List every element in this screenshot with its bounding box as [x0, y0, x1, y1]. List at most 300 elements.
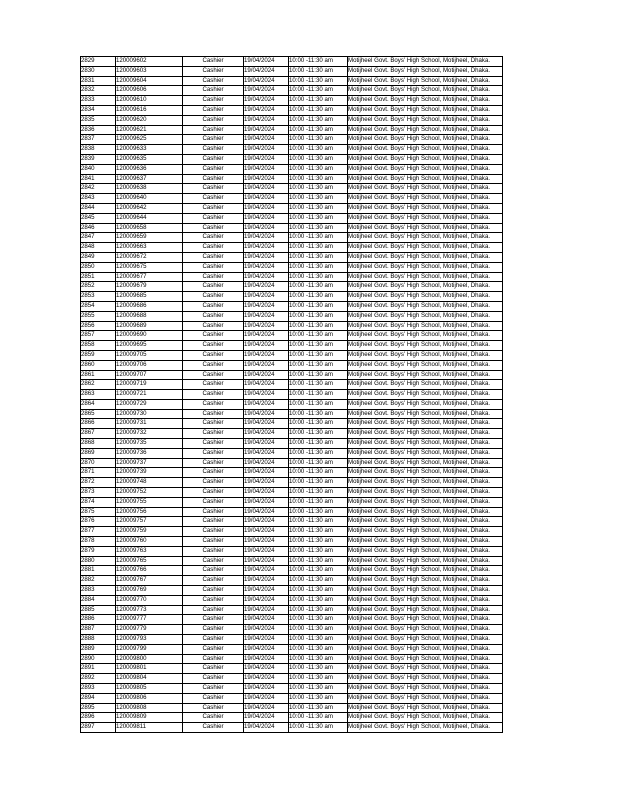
roll-no-cell: 120009805: [116, 684, 183, 694]
table-row: [81, 713, 503, 723]
serial-no-cell: 2895: [81, 703, 116, 713]
serial-no-cell: 2839: [81, 154, 116, 164]
exam-venue-cell: Motijheel Govt. Boys' High School, Motijheel, Dhaka.: [348, 448, 503, 458]
exam-date-cell: 19/04/2024: [244, 429, 289, 439]
table-row: [81, 203, 503, 213]
roll-no-cell: 120009603: [116, 66, 183, 76]
post-name-cell: Cashier: [183, 595, 244, 605]
roll-no-cell: 120009757: [116, 517, 183, 527]
table-row: [81, 125, 503, 135]
roll-no-cell: 120009799: [116, 644, 183, 654]
exam-venue-cell: Motijheel Govt. Boys' High School, Motijheel, Dhaka.: [348, 458, 503, 468]
exam-time-cell: 10:00 -11:30 am: [289, 615, 348, 625]
roll-no-cell: 120009800: [116, 654, 183, 664]
exam-venue-cell: Motijheel Govt. Boys' High School, Motijheel, Dhaka.: [348, 360, 503, 370]
table-row: [81, 341, 503, 351]
serial-no-cell: 2885: [81, 605, 116, 615]
exam-venue-cell: Motijheel Govt. Boys' High School, Motijheel, Dhaka.: [348, 429, 503, 439]
serial-no-cell: 2864: [81, 399, 116, 409]
post-name-cell: Cashier: [183, 723, 244, 733]
table-row: [81, 194, 503, 204]
exam-venue-cell: Motijheel Govt. Boys' High School, Motijheel, Dhaka.: [348, 194, 503, 204]
exam-date-cell: 19/04/2024: [244, 448, 289, 458]
roll-no-cell: 120009766: [116, 566, 183, 576]
exam-time-cell: 10:00 -11:30 am: [289, 135, 348, 145]
exam-venue-cell: Motijheel Govt. Boys' High School, Motijheel, Dhaka.: [348, 370, 503, 380]
serial-no-cell: 2870: [81, 458, 116, 468]
serial-no-cell: 2851: [81, 272, 116, 282]
exam-date-cell: 19/04/2024: [244, 723, 289, 733]
table-row: [81, 478, 503, 488]
serial-no-cell: 2847: [81, 233, 116, 243]
exam-date-cell: 19/04/2024: [244, 586, 289, 596]
exam-time-cell: 10:00 -11:30 am: [289, 644, 348, 654]
roll-no-cell: 120009759: [116, 527, 183, 537]
exam-venue-cell: Motijheel Govt. Boys' High School, Motijheel, Dhaka.: [348, 399, 503, 409]
serial-no-cell: 2861: [81, 370, 116, 380]
exam-venue-cell: Motijheel Govt. Boys' High School, Motijheel, Dhaka.: [348, 86, 503, 96]
exam-date-cell: 19/04/2024: [244, 517, 289, 527]
exam-time-cell: 10:00 -11:30 am: [289, 243, 348, 253]
table-row: [81, 497, 503, 507]
post-name-cell: Cashier: [183, 644, 244, 654]
exam-venue-cell: Motijheel Govt. Boys' High School, Motijheel, Dhaka.: [348, 517, 503, 527]
post-name-cell: Cashier: [183, 135, 244, 145]
exam-time-cell: 10:00 -11:30 am: [289, 272, 348, 282]
exam-time-cell: 10:00 -11:30 am: [289, 321, 348, 331]
post-name-cell: Cashier: [183, 125, 244, 135]
roll-no-cell: 120009705: [116, 350, 183, 360]
exam-date-cell: 19/04/2024: [244, 380, 289, 390]
exam-time-cell: 10:00 -11:30 am: [289, 252, 348, 262]
exam-time-cell: 10:00 -11:30 am: [289, 409, 348, 419]
serial-no-cell: 2862: [81, 380, 116, 390]
roll-no-cell: 120009729: [116, 399, 183, 409]
serial-no-cell: 2842: [81, 184, 116, 194]
exam-time-cell: 10:00 -11:30 am: [289, 566, 348, 576]
exam-time-cell: 10:00 -11:30 am: [289, 174, 348, 184]
table-row: [81, 282, 503, 292]
table-row: [81, 154, 503, 164]
serial-no-cell: 2858: [81, 341, 116, 351]
exam-date-cell: 19/04/2024: [244, 439, 289, 449]
post-name-cell: Cashier: [183, 566, 244, 576]
roll-no-cell: 120009679: [116, 282, 183, 292]
post-name-cell: Cashier: [183, 527, 244, 537]
post-name-cell: Cashier: [183, 615, 244, 625]
serial-no-cell: 2844: [81, 203, 116, 213]
post-name-cell: Cashier: [183, 233, 244, 243]
post-name-cell: Cashier: [183, 546, 244, 556]
exam-venue-cell: Motijheel Govt. Boys' High School, Motijheel, Dhaka.: [348, 76, 503, 86]
table-row: [81, 223, 503, 233]
post-name-cell: Cashier: [183, 654, 244, 664]
exam-time-cell: 10:00 -11:30 am: [289, 86, 348, 96]
exam-venue-cell: Motijheel Govt. Boys' High School, Motijheel, Dhaka.: [348, 145, 503, 155]
serial-no-cell: 2896: [81, 713, 116, 723]
exam-venue-cell: Motijheel Govt. Boys' High School, Motijheel, Dhaka.: [348, 586, 503, 596]
exam-date-cell: 19/04/2024: [244, 194, 289, 204]
exam-date-cell: 19/04/2024: [244, 243, 289, 253]
exam-date-cell: 19/04/2024: [244, 507, 289, 517]
exam-time-cell: 10:00 -11:30 am: [289, 380, 348, 390]
table-row: [81, 321, 503, 331]
exam-time-cell: 10:00 -11:30 am: [289, 370, 348, 380]
post-name-cell: Cashier: [183, 556, 244, 566]
exam-venue-cell: Motijheel Govt. Boys' High School, Motijheel, Dhaka.: [348, 527, 503, 537]
exam-venue-cell: Motijheel Govt. Boys' High School, Motijheel, Dhaka.: [348, 615, 503, 625]
table-row: [81, 684, 503, 694]
post-name-cell: Cashier: [183, 331, 244, 341]
exam-venue-cell: Motijheel Govt. Boys' High School, Motijheel, Dhaka.: [348, 135, 503, 145]
serial-no-cell: 2846: [81, 223, 116, 233]
roll-no-cell: 120009633: [116, 145, 183, 155]
exam-venue-cell: Motijheel Govt. Boys' High School, Motijheel, Dhaka.: [348, 468, 503, 478]
exam-time-cell: 10:00 -11:30 am: [289, 57, 348, 67]
table-row: [81, 693, 503, 703]
roll-no-cell: 120009638: [116, 184, 183, 194]
exam-date-cell: 19/04/2024: [244, 341, 289, 351]
exam-venue-cell: Motijheel Govt. Boys' High School, Motijheel, Dhaka.: [348, 321, 503, 331]
exam-date-cell: 19/04/2024: [244, 595, 289, 605]
post-name-cell: Cashier: [183, 586, 244, 596]
roll-no-cell: 120009695: [116, 341, 183, 351]
exam-time-cell: 10:00 -11:30 am: [289, 576, 348, 586]
post-name-cell: Cashier: [183, 105, 244, 115]
exam-time-cell: 10:00 -11:30 am: [289, 76, 348, 86]
table-row: [81, 233, 503, 243]
post-name-cell: Cashier: [183, 174, 244, 184]
roll-no-cell: 120009690: [116, 331, 183, 341]
exam-date-cell: 19/04/2024: [244, 566, 289, 576]
exam-date-cell: 19/04/2024: [244, 164, 289, 174]
table-row: [81, 527, 503, 537]
exam-time-cell: 10:00 -11:30 am: [289, 262, 348, 272]
exam-time-cell: 10:00 -11:30 am: [289, 203, 348, 213]
serial-no-cell: 2880: [81, 556, 116, 566]
post-name-cell: Cashier: [183, 341, 244, 351]
exam-time-cell: 10:00 -11:30 am: [289, 537, 348, 547]
roll-no-cell: 120009752: [116, 488, 183, 498]
exam-time-cell: 10:00 -11:30 am: [289, 703, 348, 713]
table-row: [81, 586, 503, 596]
post-name-cell: Cashier: [183, 674, 244, 684]
post-name-cell: Cashier: [183, 350, 244, 360]
table-row: [81, 644, 503, 654]
exam-time-cell: 10:00 -11:30 am: [289, 213, 348, 223]
table-row: [81, 76, 503, 86]
exam-time-cell: 10:00 -11:30 am: [289, 635, 348, 645]
serial-no-cell: 2894: [81, 693, 116, 703]
table-row: [81, 468, 503, 478]
exam-venue-cell: Motijheel Govt. Boys' High School, Motijheel, Dhaka.: [348, 223, 503, 233]
exam-date-cell: 19/04/2024: [244, 125, 289, 135]
serial-no-cell: 2838: [81, 145, 116, 155]
post-name-cell: Cashier: [183, 203, 244, 213]
serial-no-cell: 2887: [81, 625, 116, 635]
exam-date-cell: 19/04/2024: [244, 105, 289, 115]
exam-venue-cell: Motijheel Govt. Boys' High School, Motijheel, Dhaka.: [348, 693, 503, 703]
table-row: [81, 311, 503, 321]
post-name-cell: Cashier: [183, 380, 244, 390]
post-name-cell: Cashier: [183, 439, 244, 449]
exam-date-cell: 19/04/2024: [244, 331, 289, 341]
roll-no-cell: 120009756: [116, 507, 183, 517]
exam-venue-cell: Motijheel Govt. Boys' High School, Motijheel, Dhaka.: [348, 566, 503, 576]
table-row: [81, 703, 503, 713]
roll-no-cell: 120009767: [116, 576, 183, 586]
serial-no-cell: 2853: [81, 292, 116, 302]
serial-no-cell: 2860: [81, 360, 116, 370]
roll-no-cell: 120009793: [116, 635, 183, 645]
post-name-cell: Cashier: [183, 86, 244, 96]
serial-no-cell: 2854: [81, 301, 116, 311]
table-row: [81, 184, 503, 194]
exam-time-cell: 10:00 -11:30 am: [289, 350, 348, 360]
exam-time-cell: 10:00 -11:30 am: [289, 448, 348, 458]
exam-seat-table: [80, 56, 503, 733]
table-row: [81, 537, 503, 547]
exam-date-cell: 19/04/2024: [244, 458, 289, 468]
roll-no-cell: 120009811: [116, 723, 183, 733]
exam-venue-cell: Motijheel Govt. Boys' High School, Motijheel, Dhaka.: [348, 105, 503, 115]
post-name-cell: Cashier: [183, 272, 244, 282]
table-row: [81, 272, 503, 282]
roll-no-cell: 120009804: [116, 674, 183, 684]
roll-no-cell: 120009770: [116, 595, 183, 605]
serial-no-cell: 2882: [81, 576, 116, 586]
serial-no-cell: 2837: [81, 135, 116, 145]
exam-venue-cell: Motijheel Govt. Boys' High School, Motijheel, Dhaka.: [348, 96, 503, 106]
roll-no-cell: 120009706: [116, 360, 183, 370]
exam-venue-cell: Motijheel Govt. Boys' High School, Motijheel, Dhaka.: [348, 301, 503, 311]
serial-no-cell: 2893: [81, 684, 116, 694]
exam-time-cell: 10:00 -11:30 am: [289, 674, 348, 684]
roll-no-cell: 120009675: [116, 262, 183, 272]
exam-time-cell: 10:00 -11:30 am: [289, 497, 348, 507]
exam-venue-cell: Motijheel Govt. Boys' High School, Motijheel, Dhaka.: [348, 674, 503, 684]
exam-date-cell: 19/04/2024: [244, 468, 289, 478]
post-name-cell: Cashier: [183, 154, 244, 164]
roll-no-cell: 120009760: [116, 537, 183, 547]
table-row: [81, 135, 503, 145]
serial-no-cell: 2873: [81, 488, 116, 498]
roll-no-cell: 120009606: [116, 86, 183, 96]
exam-venue-cell: Motijheel Govt. Boys' High School, Motijheel, Dhaka.: [348, 497, 503, 507]
serial-no-cell: 2884: [81, 595, 116, 605]
post-name-cell: Cashier: [183, 497, 244, 507]
post-name-cell: Cashier: [183, 478, 244, 488]
roll-no-cell: 120009808: [116, 703, 183, 713]
exam-date-cell: 19/04/2024: [244, 390, 289, 400]
table-row: [81, 556, 503, 566]
post-name-cell: Cashier: [183, 399, 244, 409]
roll-no-cell: 120009779: [116, 625, 183, 635]
exam-time-cell: 10:00 -11:30 am: [289, 125, 348, 135]
exam-time-cell: 10:00 -11:30 am: [289, 546, 348, 556]
serial-no-cell: 2886: [81, 615, 116, 625]
table-row: [81, 517, 503, 527]
exam-time-cell: 10:00 -11:30 am: [289, 390, 348, 400]
roll-no-cell: 120009721: [116, 390, 183, 400]
table-row: [81, 723, 503, 733]
exam-date-cell: 19/04/2024: [244, 96, 289, 106]
exam-time-cell: 10:00 -11:30 am: [289, 419, 348, 429]
exam-date-cell: 19/04/2024: [244, 145, 289, 155]
table-row: [81, 360, 503, 370]
exam-date-cell: 19/04/2024: [244, 576, 289, 586]
exam-venue-cell: Motijheel Govt. Boys' High School, Motijheel, Dhaka.: [348, 654, 503, 664]
exam-time-cell: 10:00 -11:30 am: [289, 458, 348, 468]
roll-no-cell: 120009777: [116, 615, 183, 625]
exam-date-cell: 19/04/2024: [244, 537, 289, 547]
roll-no-cell: 120009637: [116, 174, 183, 184]
post-name-cell: Cashier: [183, 488, 244, 498]
serial-no-cell: 2867: [81, 429, 116, 439]
exam-date-cell: 19/04/2024: [244, 115, 289, 125]
table-row: [81, 174, 503, 184]
post-name-cell: Cashier: [183, 693, 244, 703]
table-row: [81, 576, 503, 586]
table-row: [81, 292, 503, 302]
exam-time-cell: 10:00 -11:30 am: [289, 292, 348, 302]
exam-time-cell: 10:00 -11:30 am: [289, 341, 348, 351]
exam-venue-cell: Motijheel Govt. Boys' High School, Motijheel, Dhaka.: [348, 262, 503, 272]
post-name-cell: Cashier: [183, 664, 244, 674]
roll-no-cell: 120009672: [116, 252, 183, 262]
post-name-cell: Cashier: [183, 76, 244, 86]
table-row: [81, 605, 503, 615]
exam-date-cell: 19/04/2024: [244, 556, 289, 566]
serial-no-cell: 2877: [81, 527, 116, 537]
serial-no-cell: 2845: [81, 213, 116, 223]
exam-venue-cell: Motijheel Govt. Boys' High School, Motijheel, Dhaka.: [348, 380, 503, 390]
table-row: [81, 164, 503, 174]
exam-time-cell: 10:00 -11:30 am: [289, 164, 348, 174]
roll-no-cell: 120009620: [116, 115, 183, 125]
table-row: [81, 399, 503, 409]
post-name-cell: Cashier: [183, 164, 244, 174]
serial-no-cell: 2869: [81, 448, 116, 458]
table-row: [81, 105, 503, 115]
serial-no-cell: 2835: [81, 115, 116, 125]
table-row: [81, 625, 503, 635]
exam-date-cell: 19/04/2024: [244, 419, 289, 429]
post-name-cell: Cashier: [183, 713, 244, 723]
exam-venue-cell: Motijheel Govt. Boys' High School, Motijheel, Dhaka.: [348, 311, 503, 321]
serial-no-cell: 2866: [81, 419, 116, 429]
exam-date-cell: 19/04/2024: [244, 399, 289, 409]
exam-date-cell: 19/04/2024: [244, 57, 289, 67]
exam-date-cell: 19/04/2024: [244, 488, 289, 498]
post-name-cell: Cashier: [183, 145, 244, 155]
exam-date-cell: 19/04/2024: [244, 644, 289, 654]
exam-venue-cell: Motijheel Govt. Boys' High School, Motijheel, Dhaka.: [348, 605, 503, 615]
table-body: [81, 57, 503, 733]
post-name-cell: Cashier: [183, 625, 244, 635]
exam-venue-cell: Motijheel Govt. Boys' High School, Motijheel, Dhaka.: [348, 331, 503, 341]
exam-venue-cell: Motijheel Govt. Boys' High School, Motijheel, Dhaka.: [348, 478, 503, 488]
serial-no-cell: 2850: [81, 262, 116, 272]
post-name-cell: Cashier: [183, 311, 244, 321]
exam-date-cell: 19/04/2024: [244, 135, 289, 145]
table-row: [81, 262, 503, 272]
post-name-cell: Cashier: [183, 184, 244, 194]
post-name-cell: Cashier: [183, 458, 244, 468]
roll-no-cell: 120009769: [116, 586, 183, 596]
exam-venue-cell: Motijheel Govt. Boys' High School, Motijheel, Dhaka.: [348, 390, 503, 400]
exam-time-cell: 10:00 -11:30 am: [289, 625, 348, 635]
table-row: [81, 419, 503, 429]
serial-no-cell: 2843: [81, 194, 116, 204]
exam-venue-cell: Motijheel Govt. Boys' High School, Motijheel, Dhaka.: [348, 488, 503, 498]
exam-venue-cell: Motijheel Govt. Boys' High School, Motijheel, Dhaka.: [348, 252, 503, 262]
serial-no-cell: 2852: [81, 282, 116, 292]
post-name-cell: Cashier: [183, 282, 244, 292]
exam-time-cell: 10:00 -11:30 am: [289, 301, 348, 311]
post-name-cell: Cashier: [183, 507, 244, 517]
roll-no-cell: 120009731: [116, 419, 183, 429]
exam-time-cell: 10:00 -11:30 am: [289, 654, 348, 664]
serial-no-cell: 2872: [81, 478, 116, 488]
roll-no-cell: 120009739: [116, 468, 183, 478]
exam-time-cell: 10:00 -11:30 am: [289, 595, 348, 605]
table-row: [81, 507, 503, 517]
table-row: [81, 243, 503, 253]
table-row: [81, 615, 503, 625]
exam-date-cell: 19/04/2024: [244, 664, 289, 674]
post-name-cell: Cashier: [183, 223, 244, 233]
post-name-cell: Cashier: [183, 96, 244, 106]
roll-no-cell: 120009809: [116, 713, 183, 723]
serial-no-cell: 2868: [81, 439, 116, 449]
serial-no-cell: 2849: [81, 252, 116, 262]
post-name-cell: Cashier: [183, 605, 244, 615]
serial-no-cell: 2890: [81, 654, 116, 664]
serial-no-cell: 2831: [81, 76, 116, 86]
roll-no-cell: 120009763: [116, 546, 183, 556]
exam-venue-cell: Motijheel Govt. Boys' High School, Motijheel, Dhaka.: [348, 154, 503, 164]
post-name-cell: Cashier: [183, 635, 244, 645]
exam-date-cell: 19/04/2024: [244, 615, 289, 625]
exam-time-cell: 10:00 -11:30 am: [289, 96, 348, 106]
serial-no-cell: 2829: [81, 57, 116, 67]
roll-no-cell: 120009773: [116, 605, 183, 615]
exam-time-cell: 10:00 -11:30 am: [289, 664, 348, 674]
serial-no-cell: 2879: [81, 546, 116, 556]
exam-time-cell: 10:00 -11:30 am: [289, 429, 348, 439]
serial-no-cell: 2857: [81, 331, 116, 341]
table-row: [81, 664, 503, 674]
exam-time-cell: 10:00 -11:30 am: [289, 439, 348, 449]
exam-venue-cell: Motijheel Govt. Boys' High School, Motijheel, Dhaka.: [348, 546, 503, 556]
exam-venue-cell: Motijheel Govt. Boys' High School, Motijheel, Dhaka.: [348, 684, 503, 694]
post-name-cell: Cashier: [183, 576, 244, 586]
table-row: [81, 252, 503, 262]
roll-no-cell: 120009801: [116, 664, 183, 674]
roll-no-cell: 120009604: [116, 76, 183, 86]
exam-time-cell: 10:00 -11:30 am: [289, 331, 348, 341]
table-row: [81, 546, 503, 556]
exam-time-cell: 10:00 -11:30 am: [289, 184, 348, 194]
roll-no-cell: 120009748: [116, 478, 183, 488]
roll-no-cell: 120009685: [116, 292, 183, 302]
exam-venue-cell: Motijheel Govt. Boys' High School, Motijheel, Dhaka.: [348, 635, 503, 645]
serial-no-cell: 2871: [81, 468, 116, 478]
exam-time-cell: 10:00 -11:30 am: [289, 713, 348, 723]
post-name-cell: Cashier: [183, 213, 244, 223]
exam-time-cell: 10:00 -11:30 am: [289, 233, 348, 243]
